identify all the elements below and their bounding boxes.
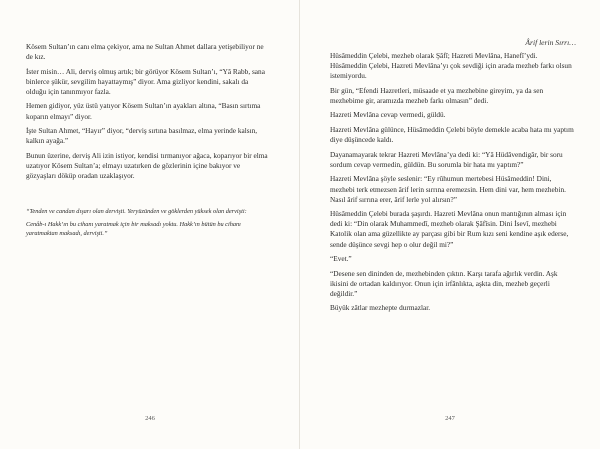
- paragraph: “Evet.”: [330, 254, 352, 264]
- left-page-body: [26, 42, 270, 243]
- paragraph: Hazreti Mevlâna şöyle seslenir: “Ey rûhumun mertebesi Hüsâmeddin! Dini, mezhebi terk etmezsen ârif lerin sırrına eremezsin. Hem dini var, hem mezhebin. Nasıl ârif sırrına erer, ârif lerle yol alırsın?”: [330, 174, 566, 204]
- footnote: Cenâb-ı Hakk’ın bu cihanı yaratmak için bir maksadı yoktu. Hakk’ın bütün bu cihanı yaratmaktan maksadı, dervişti.”: [26, 221, 241, 237]
- paragraph: Hüsâmeddin Çelebi, mezheb olarak Şâfî; Hazreti Mevlâna, Hanefî’ydi. Hüsâmeddin Çelebi, Hazreti Mevlâna’yı çok sevdiği için arada mezheb farkı olsun istemiyordu.: [330, 51, 572, 81]
- right-page: [300, 0, 600, 449]
- paragraph: Bunun üzerine, derviş Ali izin istiyor, kendisi tırmanıyor ağaca, koparıyor bir elma uzatıyor Kösem Sultan’a; elmayı uzatırken de gözlerinin içine bakıyor ve gözyaşları döküp oradan uzaklaşıyor.: [26, 150, 268, 181]
- paragraph: Hazreti Mevlâna cevap vermedi, güldü.: [330, 110, 446, 120]
- paragraph: Büyük zâtlar mezhepte durmazlar.: [330, 303, 431, 313]
- paragraph: Kösem Sultan’ın canı elma çekiyor, ama ne Sultan Ahmet dallara yetişebiliyor ne de kız.: [26, 42, 264, 62]
- paragraph: İster misin… Ali, derviş olmuş artık; bir görüyor Kösem Sultan’ı, “Yâ Rabb, sana binlerce şükür, sevgilim hayattaymış” diyor. Ama gizliyor kendini, sakalı da olduğu için tanınmıyor fazla.: [26, 66, 265, 96]
- page-number: 246: [145, 415, 155, 422]
- paragraph: İşte Sultan Ahmet, “Hayır” diyor, “derviş sırtına basılmaz, elma yerinde kalsın, kalkın ayağa.”: [26, 126, 258, 146]
- paragraph: Dayanamayarak tekrar Hazreti Mevlâna’ya dedi ki: “Yâ Hüdâvendigâr, bir soru sordum cevap vermedin, güldün. Bu sorumla bir hata mı yaptım?”: [330, 149, 563, 169]
- running-header: Ârif lerin Sırrı…: [525, 38, 576, 47]
- paragraph: Bir gün, “Efendi Hazretleri, müsaade et ya mezhebine gireyim, ya da sen mezhebime gir, aramızda mezheb farkı olmasın” dedi.: [330, 85, 544, 105]
- paragraph: “Desene sen dininden de, mezhebinden çıktın. Karşı tarafa ağırlık verdin. Aşk ikisini de ortadan kaldırıyor. Onun için irfânlıkta, aşkta din, mezheb geçerli değildir.”: [330, 268, 558, 298]
- right-page-body: [330, 51, 576, 318]
- paragraph: Hemen gidiyor, yüz üstü yatıyor Kösem Sultan’ın ayakları altına, “Basın sırtıma koparın elmayı” diyor.: [26, 101, 261, 121]
- footnote: “Tenden ve candan dışarı olan dervişti. Yeryüzünden ve göklerden yüksek olan dervişti:: [26, 208, 247, 216]
- paragraph: Hüsâmeddin Çelebi burada şaşırdı. Hazreti Mevlâna onun mantığının alması için dedi ki: “Din olarak Muhammedî, mezheb olarak Şâfîsin. Dini İsevî, mezhebi Katolik olan ama güzellikte ay parçası gibi bir Rum kızı seni kendine aşık ederse, sende düşünce sevgi hep o olur değil mi?”: [330, 209, 569, 249]
- page-number: 247: [445, 415, 455, 422]
- paragraph: Hazreti Mevlâna gülünce, Hüsâmeddin Çelebi böyle demekle acaba hata mı yaptım diye düşüncede kaldı.: [330, 125, 574, 145]
